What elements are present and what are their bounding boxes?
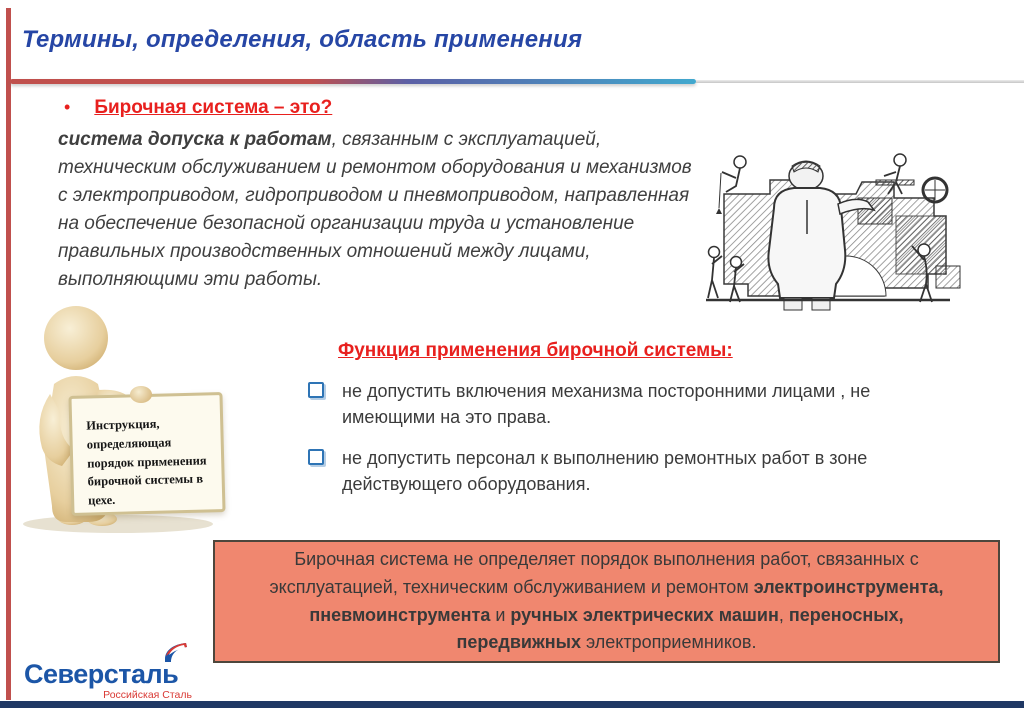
functions-heading: Функция применения бирочной системы:	[338, 340, 733, 361]
definition-heading-row	[64, 97, 332, 119]
list-item	[308, 378, 893, 430]
mascot-with-sign	[14, 298, 240, 538]
definition-paragraph: система допуска к работам, связанным с эксплуатацией, техническим обслуживанием и ремонтом оборудования и механизмов с электроприводом, гидроприводом и пневмоприводом, направленная на обеспечение безопасной организации труда и установление правильных производственных отношений между лицами, выполняющими эти работы.	[58, 129, 692, 290]
severstal-swoosh-icon	[162, 642, 188, 669]
list-item-text: не допустить включения механизма посторонними лицами , не имеющими на это права.	[342, 381, 871, 428]
left-accent-bar	[6, 8, 11, 700]
title-divider-gray	[696, 80, 1024, 83]
title-divider-gradient	[10, 79, 696, 84]
functions-section	[308, 340, 968, 497]
list-item-text: не допустить персонал к выполнению ремонтных работ в зоне действующего оборудования.	[342, 448, 868, 495]
sign-caption: Инструкция, определяющая порядок применения бирочной системы в цехе.	[86, 416, 207, 508]
footer-line	[0, 701, 1024, 708]
warning-text: Бирочная система не определяет порядок выполнения работ, связанных с эксплуатацией, техническим обслуживанием и ремонтом электроинструмента, пневмоинструмента и ручных электрических машин, переносных, передвижных электроприемников.	[269, 548, 944, 653]
checkbox-icon	[308, 449, 324, 465]
mascot-hand	[130, 386, 152, 403]
list-item	[308, 445, 893, 497]
definition-heading: Бирочная система – это?	[94, 97, 333, 118]
cartoon-svg	[688, 146, 964, 314]
slide-title: Термины, определения, область применения	[22, 26, 583, 53]
workers-machine-cartoon-illustration	[688, 146, 964, 314]
functions-list	[308, 378, 968, 497]
warning-box	[213, 540, 1000, 663]
brand-subtext: Российская Сталь	[103, 689, 192, 701]
checkbox-icon	[308, 382, 324, 398]
severstal-logo	[24, 642, 194, 701]
bullet-icon: •	[64, 97, 71, 117]
sign-board	[68, 392, 225, 516]
brand-wordmark: Северсталь	[24, 659, 179, 689]
